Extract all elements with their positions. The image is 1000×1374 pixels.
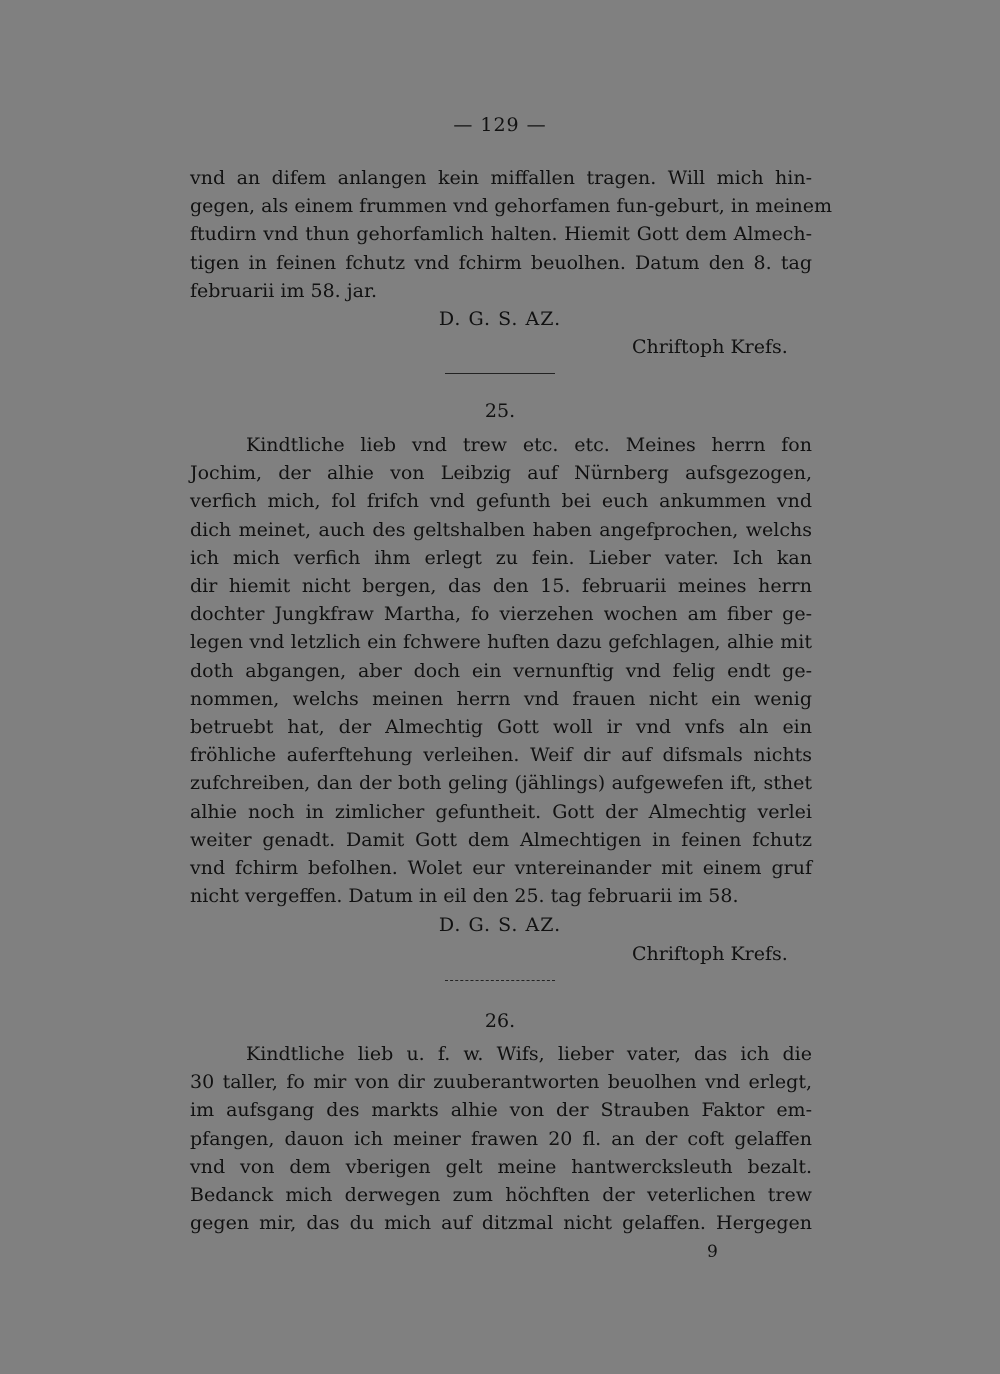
text-line: weiter genadt. Damit Gott dem Almechtigen in feinen fchutz bbox=[190, 828, 812, 851]
text-line: fröhliche auferftehung verleihen. Weif dir auf difsmals nichts bbox=[190, 744, 812, 767]
letter-25-body bbox=[190, 431, 812, 910]
text-line: tigen in feinen fchutz vnd fchirm beuolhen. Datum den 8. tag bbox=[190, 251, 812, 274]
letter-24-closing: D. G. S. AZ. bbox=[438, 308, 562, 330]
text-line: februarii im 58. jar. bbox=[190, 279, 378, 302]
text-line: legen vnd letzlich ein fchwere huften dazu gefchlagen, alhie mit bbox=[190, 631, 812, 654]
text-line: 30 taller, fo mir von dir zuuberantworten beuolhen vnd erlegt, bbox=[190, 1071, 812, 1094]
text-line: Bedanck mich derwegen zum höchften der veterlichen trew bbox=[190, 1184, 812, 1207]
text-line: vnd an difem anlangen kein miffallen tragen. Will mich hin- bbox=[190, 167, 812, 189]
letter-26-number: 26. bbox=[484, 1010, 516, 1032]
text-line: dir hiemit nicht bergen, das den 15. februarii meines herrn bbox=[190, 575, 812, 598]
text-line: pfangen, dauon ich meiner frawen 20 fl. an der coft gelaffen bbox=[190, 1127, 812, 1150]
text-line: ftudirn vnd thun gehorfamlich halten. Hiemit Gott dem Almech- bbox=[190, 223, 812, 246]
page-number-header: — 129 — bbox=[453, 114, 547, 136]
text-line: alhie noch in zimlicher gefuntheit. Gott der Almechtig verlei bbox=[190, 800, 812, 823]
letter-24-signature: Chriftoph Krefs. bbox=[632, 336, 788, 358]
text-line: dich meinet, auch des geltshalben haben angefprochen, welchs bbox=[190, 518, 812, 541]
text-line: nommen, welchs meinen herrn vnd frauen nicht ein wenig bbox=[190, 687, 812, 710]
letter-25-signature: Chriftoph Krefs. bbox=[632, 943, 788, 965]
text-line: verfich mich, fol frifch vnd gefunth bei euch ankummen vnd bbox=[190, 490, 812, 513]
section-divider bbox=[445, 373, 555, 374]
text-line: Jochim, der alhie von Leibzig auf Nürnberg aufsgezogen, bbox=[190, 462, 812, 485]
text-line: zufchreiben, dan der both geling (jählings) aufgewefen ift, sthet bbox=[190, 772, 812, 795]
text-line: im aufsgang des markts alhie von der Strauben Faktor em- bbox=[190, 1099, 812, 1122]
letter-24-ending bbox=[190, 164, 833, 305]
text-line: nicht vergeffen. Datum in eil den 25. tag februarii im 58. bbox=[190, 885, 739, 908]
letter-26-body bbox=[190, 1040, 812, 1237]
letter-25-number: 25. bbox=[484, 400, 516, 422]
text-line: Kindtliche lieb u. f. w. Wifs, lieber vater, das ich die bbox=[246, 1043, 812, 1065]
text-line: betruebt hat, der Almechtig Gott woll ir vnd vnfs aln ein bbox=[190, 716, 812, 739]
text-line: doth abgangen, aber doch ein vernunftig vnd felig endt ge- bbox=[190, 659, 812, 682]
text-line: vnd fchirm befolhen. Wolet eur vntereinander mit einem gruf bbox=[190, 857, 812, 880]
text-line: Kindtliche lieb vnd trew etc. etc. Meines herrn fon bbox=[246, 434, 812, 456]
text-line: dochter Jungkfraw Martha, fo vierzehen wochen am fiber ge- bbox=[190, 603, 812, 626]
text-line: gegen, als einem frummen vnd gehorfamen fun-geburt, in meinem bbox=[190, 195, 833, 218]
text-line: gegen mir, das du mich auf ditzmal nicht gelaffen. Hergegen bbox=[190, 1212, 812, 1235]
text-line: ich mich verfich ihm erlegt zu fein. Lieber vater. Ich kan bbox=[190, 546, 812, 569]
section-divider bbox=[445, 980, 555, 981]
text-line: vnd von dem vberigen gelt meine hantwercksleuth bezalt. bbox=[190, 1155, 812, 1178]
printer-signature-mark: 9 bbox=[707, 1242, 718, 1262]
letter-25-closing: D. G. S. AZ. bbox=[438, 914, 562, 936]
